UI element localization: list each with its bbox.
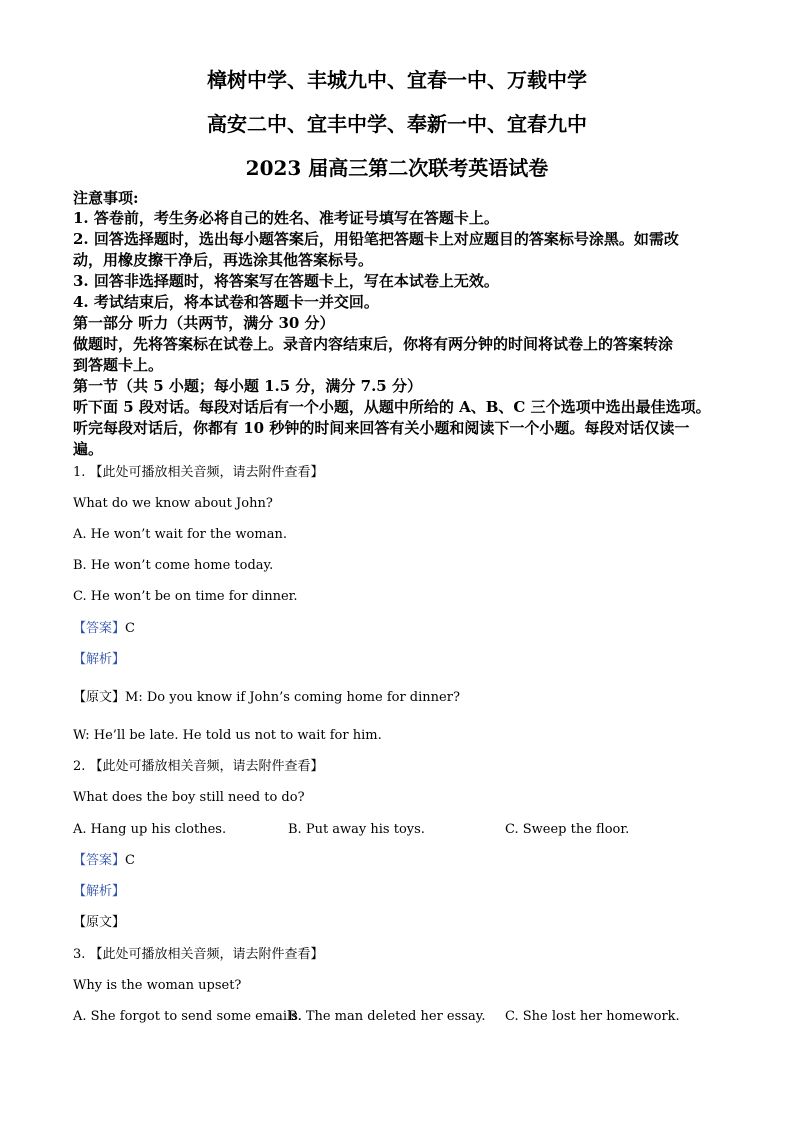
q1-original-row xyxy=(73,689,733,707)
q2-analysis-label: 【解析】 xyxy=(73,884,126,899)
q3-option-b: B. The man deleted her essay. xyxy=(288,1009,486,1024)
q1-original-m: M: Do you know if John’s coming home for dinner? xyxy=(125,690,460,705)
section1-heading: 第一节（共 5 小题；每小题 1.5 分，满分 7.5 分） xyxy=(73,377,422,395)
answer-label: 【答案】 xyxy=(73,621,126,636)
q2-option-a: A. Hang up his clothes. xyxy=(73,822,227,837)
q3-question: Why is the woman upset? xyxy=(73,978,242,993)
q1-analysis-label: 【解析】 xyxy=(73,652,126,667)
answer-label: 【答案】 xyxy=(73,853,126,868)
q1-audio-placeholder[interactable]: 1. 【此处可播放相关音频，请去附件查看】 xyxy=(73,465,324,480)
q1-option-a: A. He won’t wait for the woman. xyxy=(73,527,287,542)
q1-answer-row xyxy=(73,620,733,638)
section1-desc-a: 听下面 5 段对话。每段对话后有一个小题，从题中所给的 A、B、C 三个选项中选出最佳选项。 xyxy=(73,398,711,416)
notice-item-2b: 动，用橡皮擦干净后，再选涂其他答案标号。 xyxy=(73,251,374,269)
section1-desc-c: 遍。 xyxy=(73,440,104,458)
q2-option-b: B. Put away his toys. xyxy=(288,822,425,837)
notice-item-2a: 2. 回答选择题时，选出每小题答案后，用铅笔把答题卡上对应题目的答案标号涂黑。如需改 xyxy=(73,230,679,248)
q2-question: What does the boy still need to do? xyxy=(73,790,305,805)
part1-desc-b: 到答题卡上。 xyxy=(73,356,164,374)
q1-option-b: B. He won’t come home today. xyxy=(73,558,274,573)
q3-option-c: C. She lost her homework. xyxy=(505,1009,680,1024)
q3-option-a: A. She forgot to send some emails. xyxy=(73,1009,303,1024)
q1-original-w: W: He’ll be late. He told us not to wait for him. xyxy=(73,728,382,743)
q2-answer-row xyxy=(73,852,733,870)
notice-item-3: 3. 回答非选择题时，将答案写在答题卡上，写在本试卷上无效。 xyxy=(73,272,499,290)
notice-item-4: 4. 考试结束后，将本试卷和答题卡一并交回。 xyxy=(73,293,379,311)
exam-title: 2023 届高三第二次联考英语试卷 xyxy=(245,156,549,180)
school-list-line-2: 高安二中、宜丰中学、奉新一中、宜春九中 xyxy=(207,112,587,136)
notice-heading: 注意事项: xyxy=(73,189,139,207)
q2-answer-value: C xyxy=(125,853,135,868)
section1-desc-b: 听完每段对话后，你都有 10 秒钟的时间来回答有关小题和阅读下一个小题。每段对话仅读一 xyxy=(73,419,690,437)
school-list-line-1: 樟树中学、丰城九中、宜春一中、万载中学 xyxy=(207,68,587,92)
q2-original-label: 【原文】 xyxy=(73,915,126,930)
q1-option-c: C. He won’t be on time for dinner. xyxy=(73,589,298,604)
part1-heading: 第一部分 听力（共两节，满分 30 分） xyxy=(73,314,335,332)
original-label: 【原文】 xyxy=(73,690,126,705)
q2-option-c: C. Sweep the floor. xyxy=(505,822,630,837)
q1-answer-value: C xyxy=(125,621,135,636)
q3-audio-placeholder[interactable]: 3. 【此处可播放相关音频，请去附件查看】 xyxy=(73,947,324,962)
notice-item-1: 1. 答卷前，考生务必将自己的姓名、准考证号填写在答题卡上。 xyxy=(73,209,499,227)
part1-desc-a: 做题时，先将答案标在试卷上。录音内容结束后，你将有两分钟的时间将试卷上的答案转涂 xyxy=(73,335,674,353)
q1-question: What do we know about John? xyxy=(73,496,273,511)
q2-audio-placeholder[interactable]: 2. 【此处可播放相关音频，请去附件查看】 xyxy=(73,759,324,774)
